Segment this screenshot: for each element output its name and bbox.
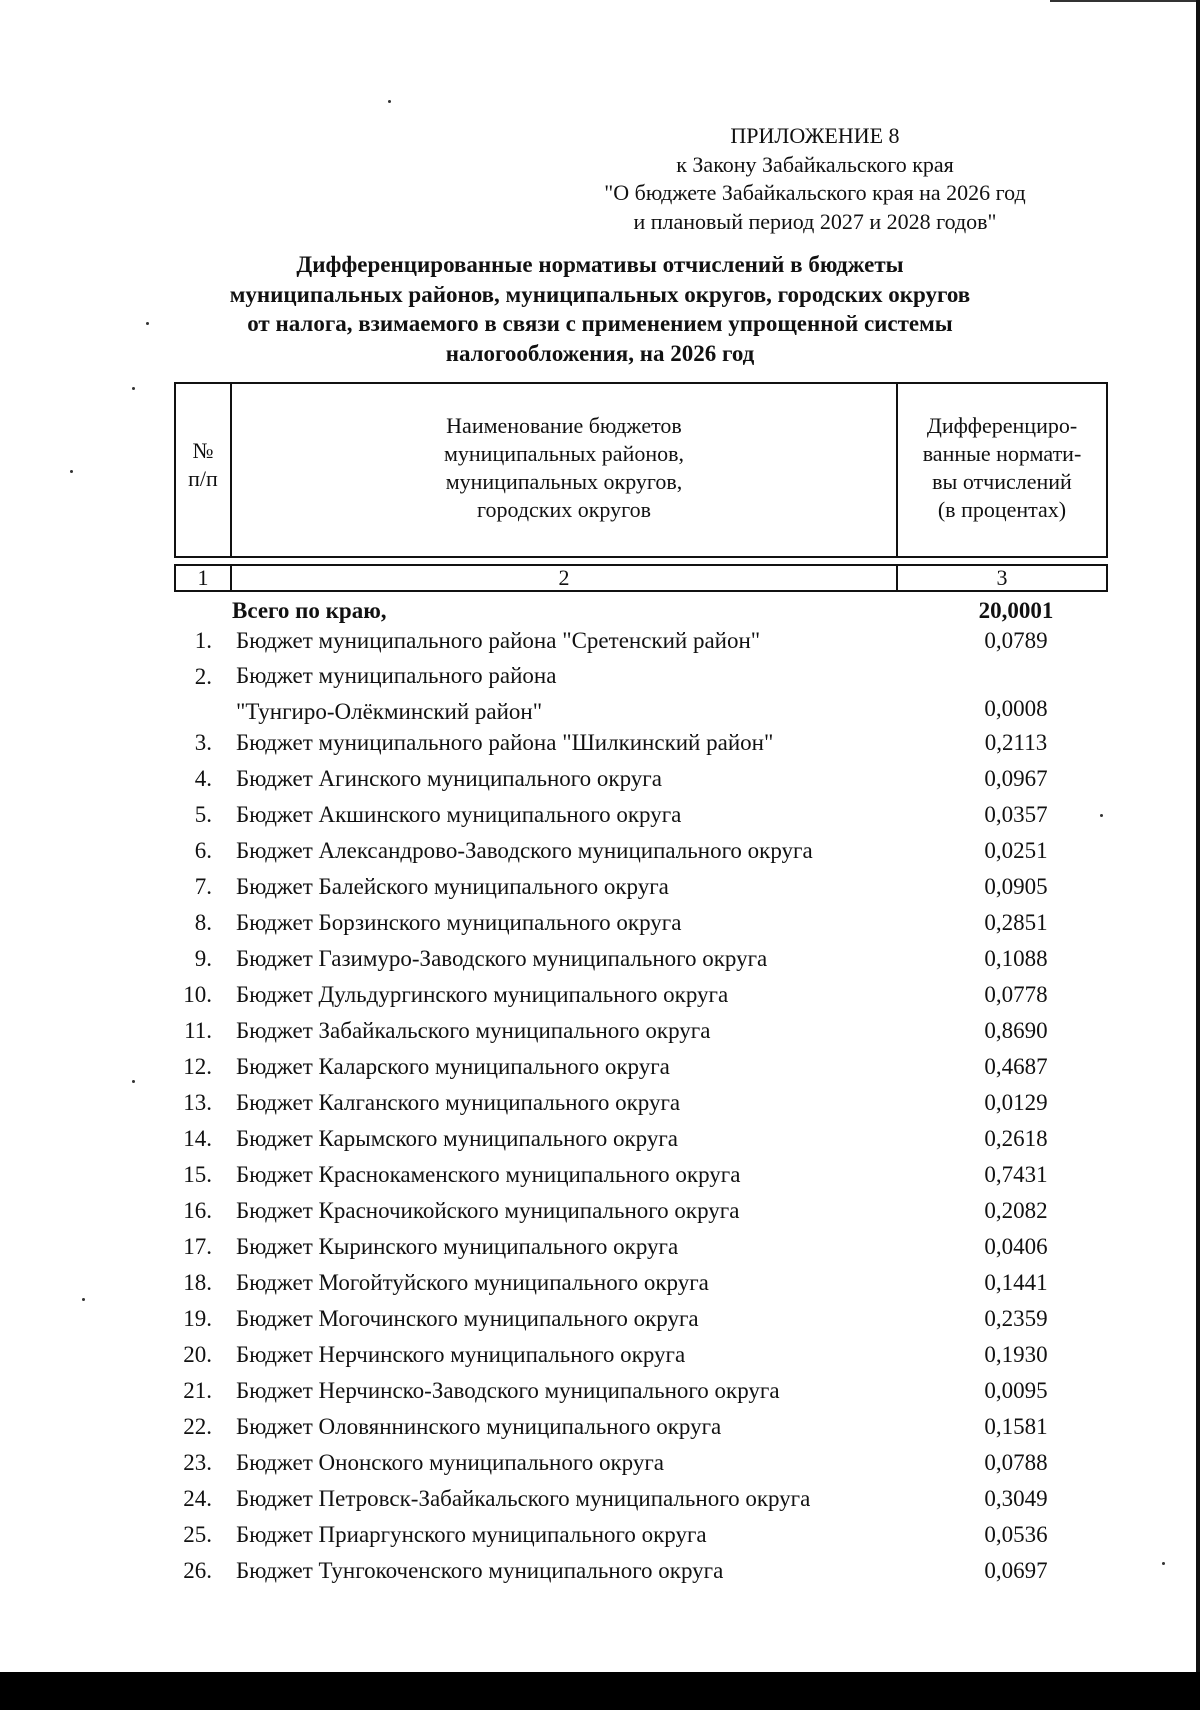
row-name: Бюджет Тунгокоченского муниципального округа xyxy=(236,1558,724,1583)
row-name: Бюджет Дульдургинского муниципального округа xyxy=(236,982,729,1007)
row-value: 0,2113 xyxy=(984,730,1048,755)
title-line3: от налога, взимаемого в связи с применением упрощенной системы xyxy=(247,311,953,336)
row-value: 0,0251 xyxy=(984,838,1048,863)
row-name: Бюджет Газимуро-Заводского муниципального округа xyxy=(236,946,768,971)
row-number: 6. xyxy=(194,838,212,863)
table-row xyxy=(176,982,1056,1018)
scan-speck xyxy=(132,387,135,390)
table-row xyxy=(176,1486,1056,1522)
row-value: 0,7431 xyxy=(984,1162,1048,1187)
title-line2: муниципальных районов, муниципальных округов, городских округов xyxy=(229,281,971,307)
scan-speck xyxy=(1162,1562,1165,1565)
row-number: 1. xyxy=(194,628,212,653)
column-header-number: № п/п xyxy=(188,438,218,491)
scan-speck xyxy=(1100,814,1103,817)
row-value: 0,1581 xyxy=(984,1414,1048,1439)
row-name: Бюджет Калганского муниципального округа xyxy=(236,1090,681,1115)
row-name: Бюджет Приаргунского муниципального округа xyxy=(236,1522,707,1547)
title-line1: Дифференцированные нормативы отчислений в бюджеты xyxy=(296,252,904,277)
row-value: 0,2359 xyxy=(984,1306,1048,1331)
row-number: 4. xyxy=(194,766,212,791)
row-name: Бюджет Красночикойского муниципального округа xyxy=(236,1198,740,1223)
row-name: Бюджет муниципального района "Сретенский район" xyxy=(236,628,761,653)
table-row xyxy=(176,1342,1056,1378)
row-number: 10. xyxy=(183,982,212,1007)
row-name: Бюджет муниципального района "Шилкинский район" xyxy=(236,730,774,755)
scan-edge-top xyxy=(1050,0,1200,2)
row-name: Бюджет Нерчинско-Заводского муниципального округа xyxy=(236,1378,780,1403)
table-row xyxy=(176,910,1056,946)
row-name: Бюджет Ононского муниципального округа xyxy=(236,1450,664,1475)
row-number: 26. xyxy=(183,1558,212,1583)
table-row xyxy=(176,1414,1056,1450)
table-row xyxy=(176,664,1056,736)
table-row xyxy=(176,1018,1056,1054)
table-row xyxy=(176,1054,1056,1090)
annex-header xyxy=(560,122,1070,236)
column-number-2: 2 xyxy=(558,565,570,590)
row-value: 0,0095 xyxy=(984,1378,1048,1403)
row-name: Бюджет Могочинского муниципального округа xyxy=(236,1306,699,1331)
row-value: 0,0536 xyxy=(984,1522,1048,1547)
row-number: 22. xyxy=(183,1414,212,1439)
row-name: Бюджет Агинского муниципального округа xyxy=(236,766,662,791)
row-number: 20. xyxy=(183,1342,212,1367)
row-name: Бюджет Нерчинского муниципального округа xyxy=(236,1342,686,1367)
row-number: 19. xyxy=(183,1306,212,1331)
scan-speck xyxy=(82,1298,85,1301)
table-row xyxy=(176,874,1056,910)
row-name: Бюджет Александрово-Заводского муниципального округа xyxy=(236,838,813,863)
column-number-1: 1 xyxy=(197,565,209,590)
table-row xyxy=(176,1126,1056,1162)
row-value: 0,0008 xyxy=(984,696,1048,721)
table-row xyxy=(176,1450,1056,1486)
row-number: 8. xyxy=(194,910,212,935)
table-row xyxy=(176,1162,1056,1198)
row-number: 18. xyxy=(183,1270,212,1295)
scan-speck xyxy=(70,470,73,473)
table-row xyxy=(176,766,1056,802)
scan-edge-right xyxy=(1196,0,1200,1710)
row-name: Бюджет муниципального района "Тунгиро-Олёкминский район" xyxy=(236,663,557,724)
row-value: 0,2082 xyxy=(984,1198,1048,1223)
row-name: Бюджет Петровск-Забайкальского муниципального округа xyxy=(236,1486,811,1511)
table-row xyxy=(176,1378,1056,1414)
row-value: 0,0357 xyxy=(984,802,1048,827)
row-value: 0,1930 xyxy=(984,1342,1048,1367)
row-value: 0,1441 xyxy=(984,1270,1048,1295)
row-value: 0,4687 xyxy=(984,1054,1048,1079)
column-number-3: 3 xyxy=(996,565,1008,590)
row-name: Бюджет Акшинского муниципального округа xyxy=(236,802,682,827)
row-name: Бюджет Забайкальского муниципального округа xyxy=(236,1018,711,1043)
table-row xyxy=(176,1558,1056,1594)
annex-number: ПРИЛОЖЕНИЕ 8 xyxy=(730,123,900,148)
table-row xyxy=(176,1198,1056,1234)
law-reference: к Закону Забайкальского края xyxy=(676,151,954,177)
row-name: Бюджет Краснокаменского муниципального округа xyxy=(236,1162,741,1187)
row-value: 0,1088 xyxy=(984,946,1048,971)
table-row xyxy=(176,1270,1056,1306)
row-name: Бюджет Могойтуйского муниципального округа xyxy=(236,1270,709,1295)
row-number: 5. xyxy=(194,802,212,827)
row-number: 21. xyxy=(183,1378,212,1403)
table-row xyxy=(176,1090,1056,1126)
row-value: 0,3049 xyxy=(984,1486,1048,1511)
row-value: 0,0788 xyxy=(984,1450,1048,1475)
law-title-line2: и плановый период 2027 и 2028 годов" xyxy=(633,208,997,234)
row-number: 14. xyxy=(183,1126,212,1151)
row-number: 9. xyxy=(194,946,212,971)
row-name: Бюджет Каларского муниципального округа xyxy=(236,1054,670,1079)
row-value: 0,0697 xyxy=(984,1558,1048,1583)
column-header-value: Дифференциро- ванные нормати- вы отчислений (в процентах) xyxy=(922,413,1082,522)
table-row xyxy=(176,802,1056,838)
row-number: 11. xyxy=(184,1018,212,1043)
row-number: 3. xyxy=(194,730,212,755)
row-number: 2. xyxy=(194,664,212,689)
row-name: Бюджет Кыринского муниципального округа xyxy=(236,1234,679,1259)
row-number: 17. xyxy=(183,1234,212,1259)
title-line4: налогообложения, на 2026 год xyxy=(445,340,755,366)
scan-speck xyxy=(146,322,149,325)
row-number: 12. xyxy=(183,1054,212,1079)
row-number: 7. xyxy=(194,874,212,899)
row-value: 0,0967 xyxy=(984,766,1048,791)
row-number: 23. xyxy=(183,1450,212,1475)
row-value: 0,2618 xyxy=(984,1126,1048,1151)
table-row xyxy=(176,730,1056,766)
row-name: Бюджет Борзинского муниципального округа xyxy=(236,910,682,935)
row-value: 0,0406 xyxy=(984,1234,1048,1259)
table-row xyxy=(176,1234,1056,1270)
row-value: 0,2851 xyxy=(984,910,1048,935)
scan-speck xyxy=(388,100,391,103)
column-header-name: Наименование бюджетов муниципальных районов, муниципальных округов, городских округов xyxy=(443,413,684,522)
row-value: 0,0778 xyxy=(984,982,1048,1007)
row-name: Бюджет Оловяннинского муниципального округа xyxy=(236,1414,722,1439)
row-number: 15. xyxy=(183,1162,212,1187)
row-name: Бюджет Карымского муниципального округа xyxy=(236,1126,679,1151)
row-value: 0,8690 xyxy=(984,1018,1048,1043)
row-value: 0,0129 xyxy=(984,1090,1048,1115)
row-value: 0,0789 xyxy=(984,628,1048,653)
law-title-line1: "О бюджете Забайкальского края на 2026 год xyxy=(604,180,1026,205)
scan-edge-bottom xyxy=(0,1672,1200,1710)
table-row xyxy=(176,838,1056,874)
table-row xyxy=(176,1522,1056,1558)
total-label: Всего по краю, xyxy=(232,598,387,623)
document-title xyxy=(180,250,1020,368)
row-number: 13. xyxy=(183,1090,212,1115)
table-row xyxy=(176,946,1056,982)
row-value: 0,0905 xyxy=(984,874,1048,899)
scan-speck xyxy=(132,1080,135,1083)
row-name: Бюджет Балейского муниципального округа xyxy=(236,874,669,899)
row-number: 25. xyxy=(183,1522,212,1547)
total-value: 20,0001 xyxy=(978,598,1054,623)
row-number: 24. xyxy=(183,1486,212,1511)
row-number: 16. xyxy=(183,1198,212,1223)
table-row xyxy=(176,1306,1056,1342)
